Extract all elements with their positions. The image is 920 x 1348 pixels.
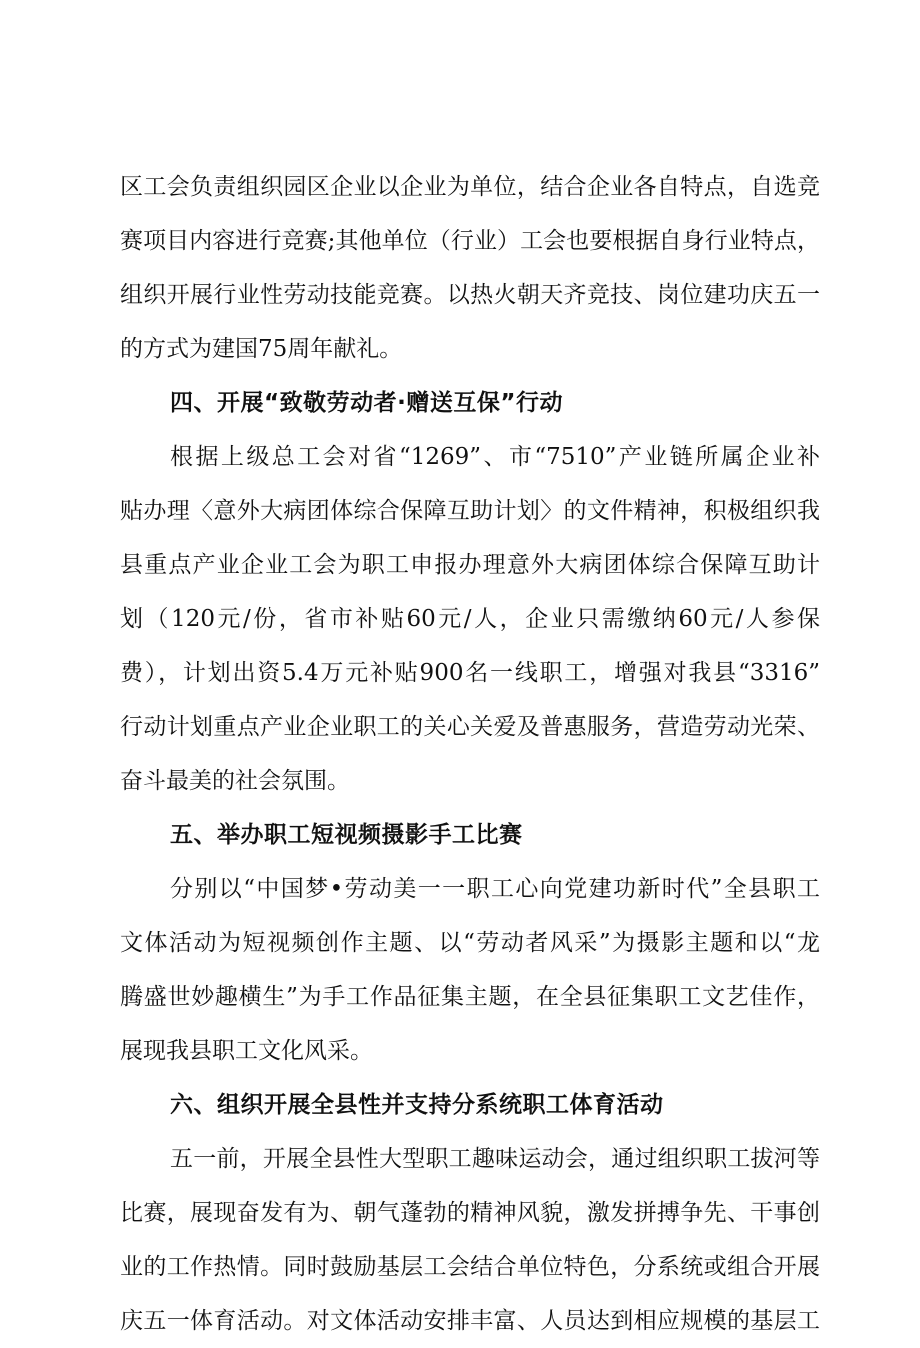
text-line: 庆五一体育活动。对文体活动安排丰富、人员达到相应规模的基层工 bbox=[120, 1308, 820, 1334]
paragraph-competition-tail bbox=[120, 160, 820, 376]
paragraph-sports bbox=[120, 1132, 820, 1348]
paragraph-contest bbox=[120, 862, 820, 1078]
text-line: 赛项目内容进行竞赛;其他单位（行业）工会也要根据自身行业特点， bbox=[120, 228, 820, 254]
text-line: 业的工作热情。同时鼓励基层工会结合单位特色，分系统或组合开展 bbox=[120, 1254, 820, 1280]
text-line: 分别以“中国梦•劳动美一一职工心向党建功新时代”全县职工 bbox=[170, 876, 820, 902]
text-line: 划（120元/份，省市补贴60元/人，企业只需缴纳60元/人参保 bbox=[120, 606, 820, 632]
section-heading-6: 六、组织开展全县性并支持分系统职工体育活动 bbox=[170, 1092, 664, 1118]
text-line: 的方式为建国75周年献礼。 bbox=[120, 336, 403, 362]
document-page bbox=[120, 160, 820, 1348]
section-heading-5: 五、举办职工短视频摄影手工比赛 bbox=[170, 822, 523, 848]
text-line: 比赛，展现奋发有为、朝气蓬勃的精神风貌，激发拼搏争先、干事创 bbox=[120, 1200, 820, 1226]
text-line: 展现我县职工文化风采。 bbox=[120, 1038, 373, 1064]
text-line: 腾盛世妙趣横生”为手工作品征集主题，在全县征集职工文艺佳作， bbox=[120, 984, 820, 1010]
text-line: 文体活动为短视频创作主题、以“劳动者风采”为摄影主题和以“龙 bbox=[120, 930, 820, 956]
text-line: 奋斗最美的社会氛围。 bbox=[120, 768, 350, 794]
section-heading-4: 四、开展“致敬劳动者·赠送互保”行动 bbox=[170, 390, 563, 416]
text-line: 区工会负责组织园区企业以企业为单位，结合企业各自特点，自选竞 bbox=[120, 174, 820, 200]
paragraph-insurance bbox=[120, 430, 820, 808]
text-line: 五一前，开展全县性大型职工趣味运动会，通过组织职工拔河等 bbox=[170, 1146, 820, 1172]
text-line: 费），计划出资5.4万元补贴900名一线职工，增强对我县“3316” bbox=[120, 660, 820, 686]
text-line: 贴办理〈意外大病团体综合保障互助计划〉的文件精神，积极组织我 bbox=[120, 498, 820, 524]
text-line: 根据上级总工会对省“1269”、市“7510”产业链所属企业补 bbox=[170, 444, 820, 470]
text-line: 组织开展行业性劳动技能竞赛。以热火朝天齐竞技、岗位建功庆五一 bbox=[120, 282, 820, 308]
text-line: 县重点产业企业工会为职工申报办理意外大病团体综合保障互助计 bbox=[120, 552, 820, 578]
text-line: 行动计划重点产业企业职工的关心关爱及普惠服务，营造劳动光荣、 bbox=[120, 714, 820, 740]
